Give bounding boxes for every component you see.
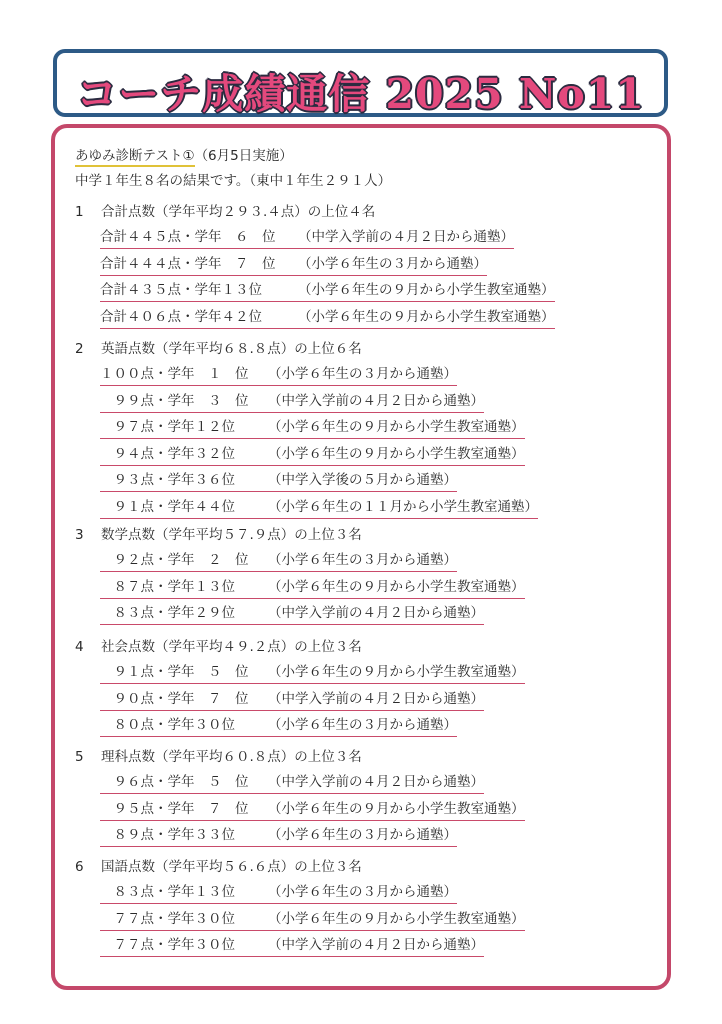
result-row — [100, 773, 484, 794]
result-row — [100, 255, 487, 276]
result-row — [100, 604, 484, 625]
enrollment-note: （小学６年生の３月から通塾） — [298, 255, 487, 272]
section-heading — [75, 858, 362, 876]
score-rank: ９３点・学年３６位 — [100, 472, 235, 488]
score-rank: ８３点・学年１３位 — [100, 884, 235, 900]
result-row — [100, 418, 525, 439]
page-title: コーチ成績通信 2025 No11 — [76, 70, 645, 118]
score-rank: ７７点・学年３０位 — [100, 910, 235, 927]
score-rank: ８７点・学年１３位 — [100, 578, 235, 595]
score-rank: ９５点・学年 ７ 位 — [100, 800, 249, 817]
enrollment-note: （小学６年生の１１月から小学生教室通塾） — [268, 498, 538, 515]
enrollment-note: （中学入学前の４月２日から通塾） — [298, 229, 514, 245]
score-rank: ７７点・学年３０位 — [100, 937, 235, 953]
section-number: 5 — [75, 749, 84, 765]
enrollment-note: （小学６年生の９月から小学生教室通塾） — [268, 419, 525, 435]
score-rank: ９４点・学年３２位 — [100, 445, 235, 462]
section-number: 6 — [75, 859, 84, 875]
test-header — [75, 147, 293, 165]
score-rank: ９１点・学年 ５ 位 — [100, 664, 249, 680]
section-heading — [75, 526, 362, 544]
section-heading — [75, 748, 362, 766]
result-row — [100, 498, 538, 519]
section-number: 3 — [75, 527, 84, 543]
score-rank: ９７点・学年１２位 — [100, 419, 235, 435]
enrollment-note: （小学６年生の３月から通塾） — [268, 366, 457, 382]
score-rank: ９１点・学年４４位 — [100, 498, 235, 515]
result-row — [100, 910, 525, 931]
result-row — [100, 308, 555, 329]
score-rank: 合計４４４点・学年 ７ 位 — [100, 255, 276, 272]
test-name: あゆみ診断テスト① — [75, 148, 195, 167]
enrollment-note: （小学６年生の３月から通塾） — [268, 884, 457, 900]
score-rank: 合計４３５点・学年１３位 — [100, 282, 262, 298]
section-number: 2 — [75, 341, 84, 357]
score-rank: 合計４０６点・学年４２位 — [100, 308, 262, 325]
section-number: 1 — [75, 204, 84, 220]
result-row — [100, 365, 457, 386]
enrollment-note: （中学入学前の４月２日から通塾） — [268, 392, 484, 409]
enrollment-note: （小学６年生の９月から小学生教室通塾） — [298, 282, 555, 298]
result-row — [100, 578, 525, 599]
enrollment-note: （小学６年生の９月から小学生教室通塾） — [268, 910, 525, 927]
result-row — [100, 551, 457, 572]
result-row — [100, 800, 525, 821]
section-heading — [75, 203, 375, 221]
score-rank: ９２点・学年 ２ 位 — [100, 552, 249, 568]
section-title: 英語点数（学年平均６８.８点）の上位６名 — [101, 341, 362, 357]
section-title: 国語点数（学年平均５６.６点）の上位３名 — [101, 859, 362, 875]
section-title: 合計点数（学年平均２９３.４点）の上位４名 — [101, 204, 376, 220]
enrollment-note: （小学６年生の９月から小学生教室通塾） — [268, 800, 525, 817]
result-row — [100, 392, 484, 413]
enrollment-note: （小学６年生の３月から通塾） — [268, 717, 457, 733]
enrollment-note: （小学６年生の９月から小学生教室通塾） — [268, 664, 525, 680]
enrollment-note: （中学入学前の４月２日から通塾） — [268, 690, 484, 707]
section-title: 数学点数（学年平均５７.９点）の上位３名 — [101, 527, 362, 543]
score-rank: 合計４４５点・学年 ６ 位 — [100, 229, 276, 245]
score-rank: ８９点・学年３３位 — [100, 827, 235, 843]
result-row — [100, 281, 555, 302]
enrollment-note: （小学６年生の９月から小学生教室通塾） — [268, 578, 525, 595]
score-rank: ８０点・学年３０位 — [100, 717, 235, 733]
result-row — [100, 716, 457, 737]
intro-text: 中学１年生８名の結果です。（東中１年生２９１人） — [75, 173, 392, 189]
score-rank: ８３点・学年２９位 — [100, 605, 235, 621]
enrollment-note: （小学６年生の９月から小学生教室通塾） — [268, 445, 525, 462]
enrollment-note: （中学入学前の４月２日から通塾） — [268, 937, 484, 953]
score-rank: ９９点・学年 ３ 位 — [100, 392, 249, 409]
section-title: 理科点数（学年平均６０.８点）の上位３名 — [101, 749, 362, 765]
result-row — [100, 826, 457, 847]
score-rank: ９６点・学年 ５ 位 — [100, 774, 249, 790]
enrollment-note: （小学６年生の９月から小学生教室通塾） — [298, 308, 555, 325]
section-number: 4 — [75, 639, 84, 655]
result-row — [100, 690, 484, 711]
result-row — [100, 445, 525, 466]
enrollment-note: （中学入学前の４月２日から通塾） — [268, 605, 484, 621]
score-rank: １００点・学年 １ 位 — [100, 366, 249, 382]
enrollment-note: （小学６年生の３月から通塾） — [268, 552, 457, 568]
result-row — [100, 883, 457, 904]
title-banner — [53, 49, 668, 117]
section-heading — [75, 638, 362, 656]
result-row — [100, 936, 484, 957]
enrollment-note: （小学６年生の３月から通塾） — [268, 827, 457, 843]
enrollment-note: （中学入学後の５月から通塾） — [268, 472, 457, 488]
enrollment-note: （中学入学前の４月２日から通塾） — [268, 774, 484, 790]
test-date: （6月5日実施） — [194, 148, 293, 164]
score-rank: ９０点・学年 ７ 位 — [100, 690, 249, 707]
result-row — [100, 471, 457, 492]
result-row — [100, 663, 525, 684]
section-title: 社会点数（学年平均４９.２点）の上位３名 — [101, 639, 362, 655]
result-row — [100, 228, 514, 249]
section-heading — [75, 340, 362, 358]
